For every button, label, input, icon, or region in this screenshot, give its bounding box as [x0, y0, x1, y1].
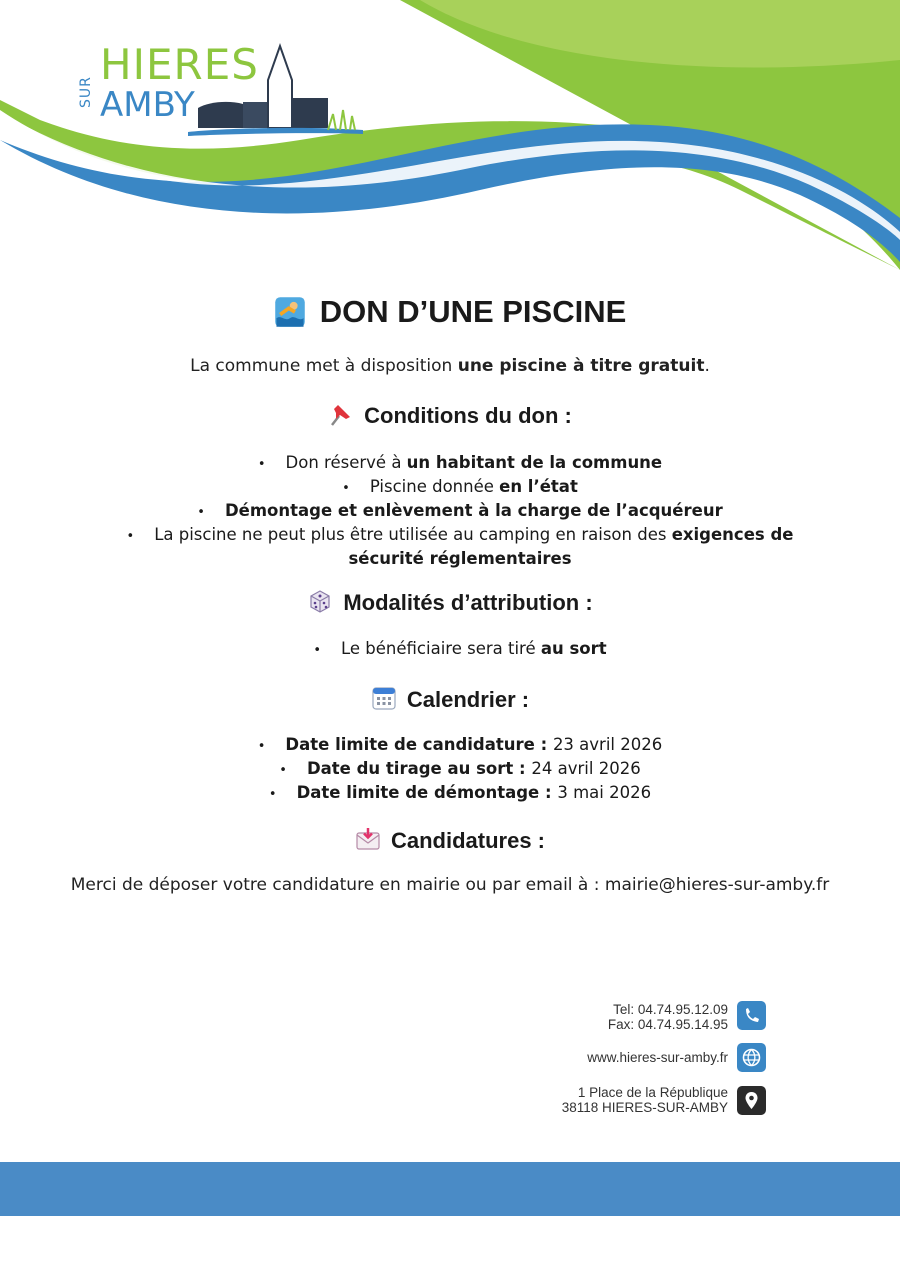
pushpin-icon	[328, 401, 354, 427]
address-line-2: 38118 HIERES-SUR-AMBY	[561, 1100, 728, 1115]
phone-icon	[737, 1001, 766, 1030]
church-illustration	[188, 40, 368, 140]
logo-sur-text: SUR	[78, 76, 94, 108]
footer-band	[0, 1162, 900, 1216]
address-line-1: 1 Place de la République	[577, 1085, 728, 1100]
swimmer-icon	[274, 296, 306, 328]
phone-number[interactable]: Tel: 04.74.95.12.09	[613, 1002, 728, 1017]
inbox-envelope-icon	[355, 826, 381, 852]
calendar-icon	[371, 685, 397, 711]
contact-phone	[608, 1002, 728, 1032]
modalites-list	[100, 638, 820, 662]
list-item: • Date limite de candidature : 23 avril 2026	[100, 734, 820, 758]
list-item: • Don réservé à un habitant de la commune	[100, 452, 820, 476]
website-link[interactable]: www.hieres-sur-amby.fr	[587, 1050, 728, 1065]
page-title	[0, 294, 900, 330]
list-item: • Date limite de démontage : 3 mai 2026	[100, 782, 820, 806]
calendrier-list	[100, 734, 820, 806]
conditions-list	[100, 452, 820, 570]
logo-amby-text: AMBY	[100, 85, 195, 125]
modalites-heading: Modalités d’attribution :	[0, 588, 900, 616]
calendrier-heading: Calendrier :	[0, 685, 900, 713]
candidatures-heading: Candidatures :	[0, 826, 900, 854]
list-item: • Démontage et enlèvement à la charge de l’acquéreur	[100, 500, 820, 524]
dice-icon	[307, 588, 333, 614]
list-item: • La piscine ne peut plus être utilisée au camping en raison des exigences de sécurité réglementaires	[100, 524, 820, 570]
list-item: • Le bénéficiaire sera tiré au sort	[100, 638, 820, 662]
list-item: • Piscine donnée en l’état	[100, 476, 820, 500]
conditions-heading: Conditions du don :	[0, 401, 900, 429]
fax-number: Fax: 04.74.95.14.95	[607, 1017, 728, 1032]
title-text: DON D’UNE PISCINE	[319, 294, 627, 329]
list-item: • Date du tirage au sort : 24 avril 2026	[100, 758, 820, 782]
candidature-instructions: Merci de déposer votre candidature en mairie ou par email à : mairie@hieres-sur-amby.fr	[70, 875, 830, 895]
logo-hieres-text: HIERES	[100, 40, 259, 89]
globe-icon	[737, 1043, 766, 1072]
intro-text: La commune met à disposition une piscine à titre gratuit.	[190, 356, 710, 376]
location-pin-icon	[737, 1086, 766, 1115]
commune-logo	[78, 40, 368, 140]
contact-website	[587, 1050, 728, 1065]
contact-address	[562, 1085, 728, 1115]
